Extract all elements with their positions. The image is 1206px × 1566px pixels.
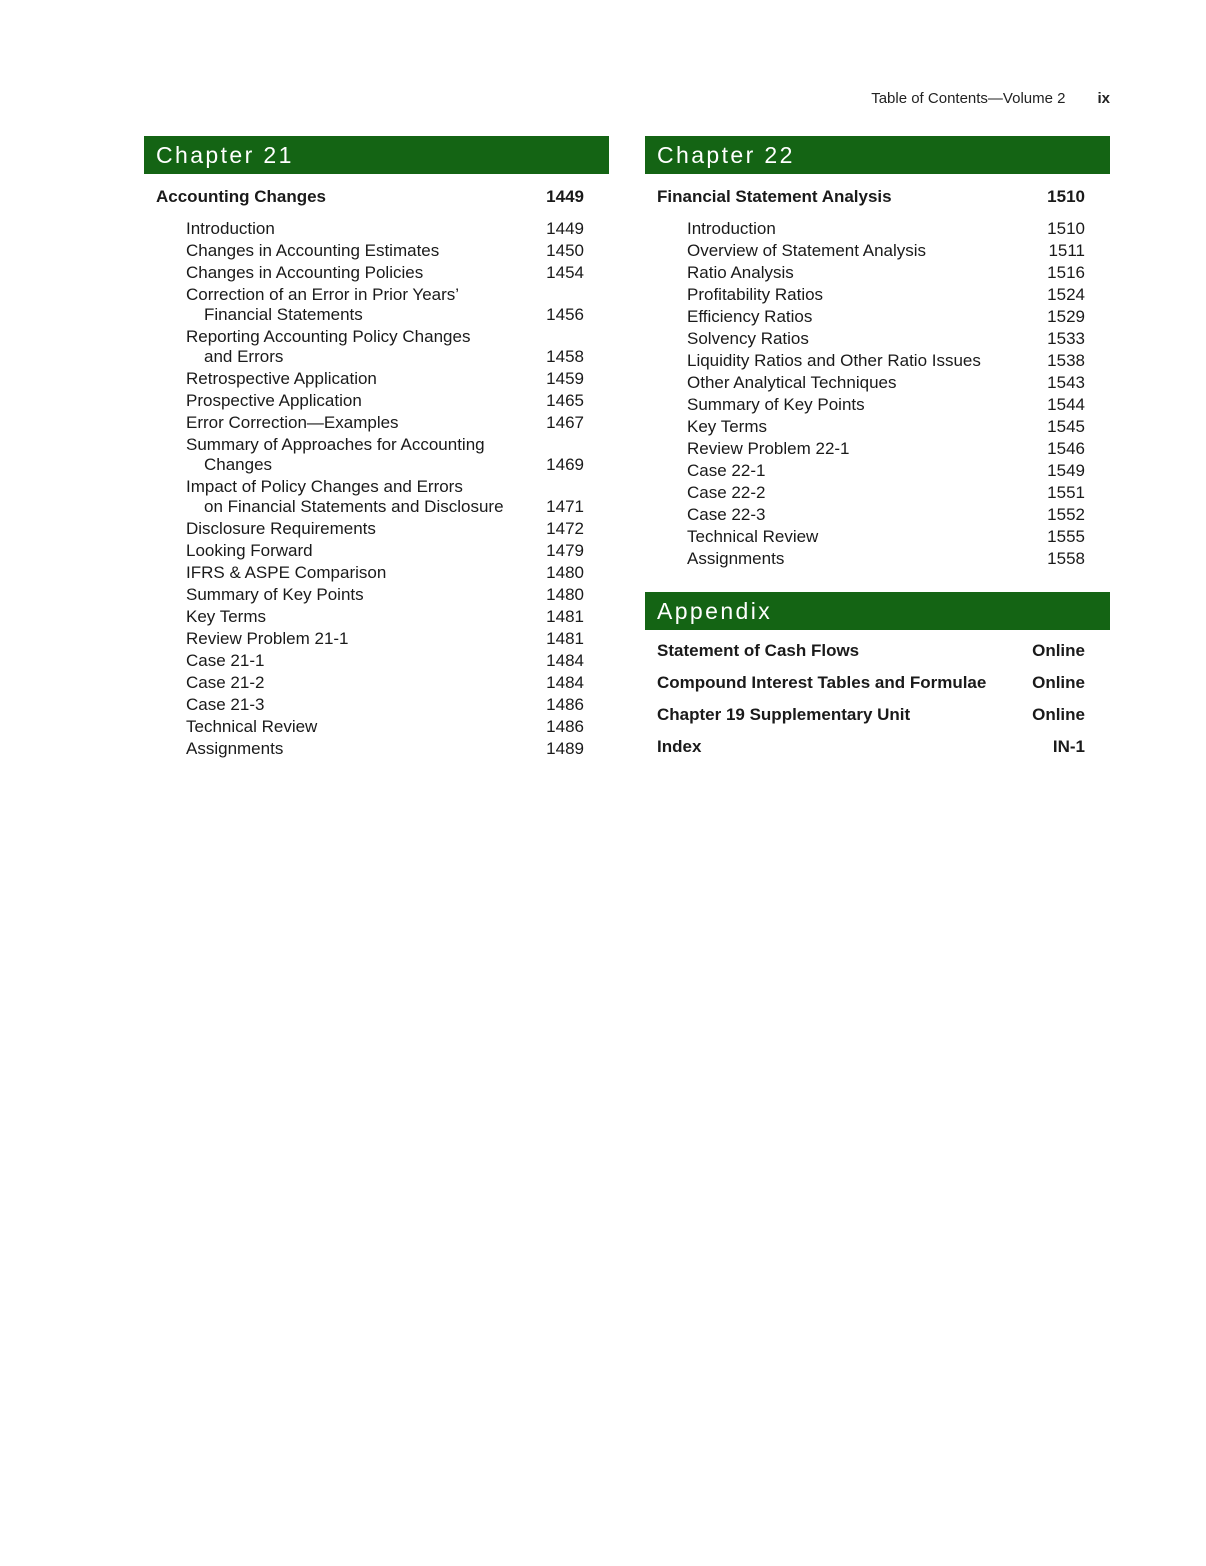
toc-entry-line: Case 21-2 [186,673,265,692]
toc-entry-page: 1481 [546,607,584,626]
toc-entry-title [687,527,818,547]
toc-entry-line: Changes in Accounting Policies [186,263,424,282]
toc-entry-page: 1454 [546,263,584,282]
toc-entry-title [687,241,926,261]
toc-entry-title [186,413,399,433]
toc-entry-line: Technical Review [186,717,318,736]
toc-entry[interactable] [186,562,584,584]
toc-entry[interactable] [186,434,584,476]
toc-entry-page: 1486 [546,695,584,714]
toc-entry-page: 1516 [1047,263,1085,282]
toc-entry-line-continued: on Financial Statements and Disclosure [204,497,504,516]
toc-entry-title [186,435,485,475]
toc-entry[interactable] [186,326,584,368]
toc-entry-title [186,563,386,583]
toc-entry-page: 1481 [546,629,584,648]
toc-entry[interactable] [186,368,584,390]
chapter-22-banner: Chapter 22 [645,136,1110,174]
toc-entry-title [186,607,266,627]
toc-entry-page: 1467 [546,413,584,432]
toc-entry-line: Overview of Statement Analysis [687,241,927,260]
toc-entry-line-continued: Changes [204,455,273,474]
toc-entry-title [186,585,364,605]
toc-entry[interactable] [186,606,584,628]
toc-entry[interactable] [186,738,584,760]
chapter-22-column [645,136,1110,758]
toc-entry-page: 1551 [1047,483,1085,502]
toc-entry-page: 1459 [546,369,584,388]
toc-entry-title [186,519,376,539]
toc-entry-page: 1510 [1047,219,1085,238]
chapter-22-title: Financial Statement Analysis [657,187,892,206]
appendix-item[interactable] [645,640,1110,662]
toc-entry[interactable] [687,548,1085,570]
toc-entry-line: Other Analytical Techniques [687,373,897,392]
chapter-21-heading[interactable] [144,186,609,208]
toc-entry[interactable] [687,526,1085,548]
toc-entry-title [687,351,981,371]
toc-entry-title [186,673,264,693]
toc-entry[interactable] [186,694,584,716]
toc-entry-line: Ratio Analysis [687,263,794,282]
appendix-item-page: IN-1 [1052,737,1085,756]
toc-entry-title [687,263,794,283]
toc-entry[interactable] [186,390,584,412]
toc-entry-title [687,549,784,569]
toc-entry-page: 1456 [546,305,584,324]
appendix-item[interactable] [645,672,1110,694]
toc-entry-title [186,477,504,517]
toc-entry-line: Technical Review [687,527,819,546]
toc-entry-title [186,369,377,389]
appendix-item-title: Compound Interest Tables and Formulae [657,673,987,692]
toc-entry-title [687,285,823,305]
toc-entry[interactable] [186,650,584,672]
toc-entry-title [186,241,439,261]
toc-entry-title [186,541,313,561]
toc-entry-line: IFRS & ASPE Comparison [186,563,387,582]
chapter-22-heading[interactable] [645,186,1110,208]
toc-entry[interactable] [687,262,1085,284]
toc-entry-line-continued: and Errors [204,347,284,366]
toc-entry-title [687,373,896,393]
toc-entry-page: 1486 [546,717,584,736]
toc-entry-line: Review Problem 21-1 [186,629,349,648]
appendix-item-title: Chapter 19 Supplementary Unit [657,705,911,724]
toc-entry-page: 1511 [1048,241,1085,260]
toc-entry-line: Reporting Accounting Policy Changes [186,327,471,346]
toc-entry-line: Key Terms [186,607,266,626]
toc-entry[interactable] [186,716,584,738]
toc-entry-line: Looking Forward [186,541,313,560]
toc-entry-title [186,717,317,737]
toc-entry[interactable] [687,394,1085,416]
toc-entry-line: Case 21-3 [186,695,265,714]
toc-entry-line: Disclosure Requirements [186,519,376,538]
toc-entry-title [687,505,765,525]
toc-entry[interactable] [186,518,584,540]
appendix-item-title: Index [657,737,702,756]
toc-entry-page: 1472 [546,519,584,538]
toc-entry-title [186,629,349,649]
toc-entry[interactable] [687,416,1085,438]
page-folio: ix [1097,90,1110,107]
toc-entry-title [186,327,470,367]
toc-entry-page: 1479 [546,541,584,560]
toc-entry-title [186,695,264,715]
toc-entry-line: Case 22-2 [687,483,766,502]
toc-entry[interactable] [687,284,1085,306]
toc-entry[interactable] [687,482,1085,504]
appendix-item[interactable] [645,736,1110,758]
toc-entry-page: 1480 [546,585,584,604]
toc-entry-line: Case 21-1 [186,651,265,670]
toc-entry[interactable] [186,412,584,434]
toc-entry-line: Summary of Approaches for Accounting [186,435,485,454]
toc-entry[interactable] [687,372,1085,394]
chapter-21-column [144,136,609,760]
toc-entry[interactable] [687,306,1085,328]
toc-entry-page: 1465 [546,391,584,410]
chapter-21-title: Accounting Changes [156,187,327,206]
toc-entry-title [186,263,423,283]
toc-entry-line: Efficiency Ratios [687,307,813,326]
toc-entry-line: Profitability Ratios [687,285,824,304]
toc-entry-page: 1538 [1047,351,1085,370]
chapter-21-banner: Chapter 21 [144,136,609,174]
toc-entry-page: 1558 [1047,549,1085,568]
toc-entry[interactable] [186,628,584,650]
toc-entry-line: Introduction [687,219,776,238]
chapter-21-entries [144,218,609,760]
toc-entry[interactable] [186,262,584,284]
toc-entry-line: Case 22-1 [687,461,766,480]
toc-entry[interactable] [687,460,1085,482]
appendix-item-title: Statement of Cash Flows [657,641,860,660]
toc-entry-title [687,483,765,503]
chapter-22-entries [645,218,1110,570]
appendix-item-page: Online [1032,705,1085,724]
toc-entry[interactable] [186,540,584,562]
toc-entry-page: 1546 [1047,439,1085,458]
toc-entry-title [687,417,767,437]
toc-entry-line: Assignments [687,549,785,568]
toc-entry-page: 1471 [546,497,584,516]
toc-entry-page: 1543 [1047,373,1085,392]
toc-entry-line: Summary of Key Points [186,585,364,604]
toc-entry-page: 1549 [1047,461,1085,480]
running-head [871,90,1110,107]
toc-entry-page: 1480 [546,563,584,582]
toc-entry-line: Introduction [186,219,275,238]
toc-entry-page: 1533 [1047,329,1085,348]
toc-entry-line: Summary of Key Points [687,395,865,414]
toc-entry-page: 1450 [546,241,584,260]
toc-entry[interactable] [186,584,584,606]
toc-entry-page: 1458 [546,347,584,366]
toc-entry-page: 1544 [1047,395,1085,414]
toc-entry[interactable] [186,240,584,262]
toc-entry-line: Impact of Policy Changes and Errors [186,477,463,496]
toc-entry[interactable] [687,350,1085,372]
running-title: Table of Contents—Volume 2 [871,90,1066,107]
toc-entry-title [687,307,812,327]
toc-entry-title [687,219,776,239]
toc-entry-line: Retrospective Application [186,369,377,388]
toc-entry-page: 1489 [546,739,584,758]
toc-entry-page: 1552 [1047,505,1085,524]
toc-entry-line-continued: Financial Statements [204,305,363,324]
toc-entry-title [687,329,809,349]
chapter-22-page: 1510 [1047,187,1085,206]
toc-entry-page: 1529 [1047,307,1085,326]
toc-entry-page: 1484 [546,673,584,692]
toc-entry-line: Changes in Accounting Estimates [186,241,440,260]
toc-entry-page: 1484 [546,651,584,670]
toc-entry[interactable] [186,672,584,694]
appendix-items [645,640,1110,758]
toc-entry-line: Correction of an Error in Prior Years’ [186,285,460,304]
toc-entry[interactable] [687,218,1085,240]
toc-entry[interactable] [186,218,584,240]
appendix-banner: Appendix [645,592,1110,630]
appendix-item-page: Online [1032,673,1085,692]
toc-entry[interactable] [687,438,1085,460]
toc-entry-line: Assignments [186,739,284,758]
chapter-21-page: 1449 [546,187,584,206]
toc-entry-title [186,285,459,325]
toc-entry[interactable] [687,504,1085,526]
toc-entry[interactable] [186,476,584,518]
toc-entry-title [186,651,264,671]
toc-entry-title [687,461,765,481]
toc-entry-line: Prospective Application [186,391,362,410]
toc-entry-line: Review Problem 22-1 [687,439,850,458]
toc-entry-page: 1469 [546,455,584,474]
toc-entry-line: Error Correction—Examples [186,413,399,432]
appendix-item-page: Online [1032,641,1085,660]
toc-entry-page: 1524 [1047,285,1085,304]
toc-entry-line: Key Terms [687,417,767,436]
toc-entry-page: 1449 [546,219,584,238]
toc-entry-line: Solvency Ratios [687,329,809,348]
toc-entry[interactable] [186,284,584,326]
toc-entry-title [687,439,850,459]
toc-entry-page: 1555 [1047,527,1085,546]
toc-entry-page: 1545 [1047,417,1085,436]
toc-entry-title [687,395,865,415]
toc-entry-line: Liquidity Ratios and Other Ratio Issues [687,351,981,370]
toc-entry-title [186,739,283,759]
toc-entry-line: Case 22-3 [687,505,766,524]
toc-entry-title [186,391,362,411]
toc-entry[interactable] [687,240,1085,262]
appendix-item[interactable] [645,704,1110,726]
toc-entry[interactable] [687,328,1085,350]
toc-entry-title [186,219,275,239]
